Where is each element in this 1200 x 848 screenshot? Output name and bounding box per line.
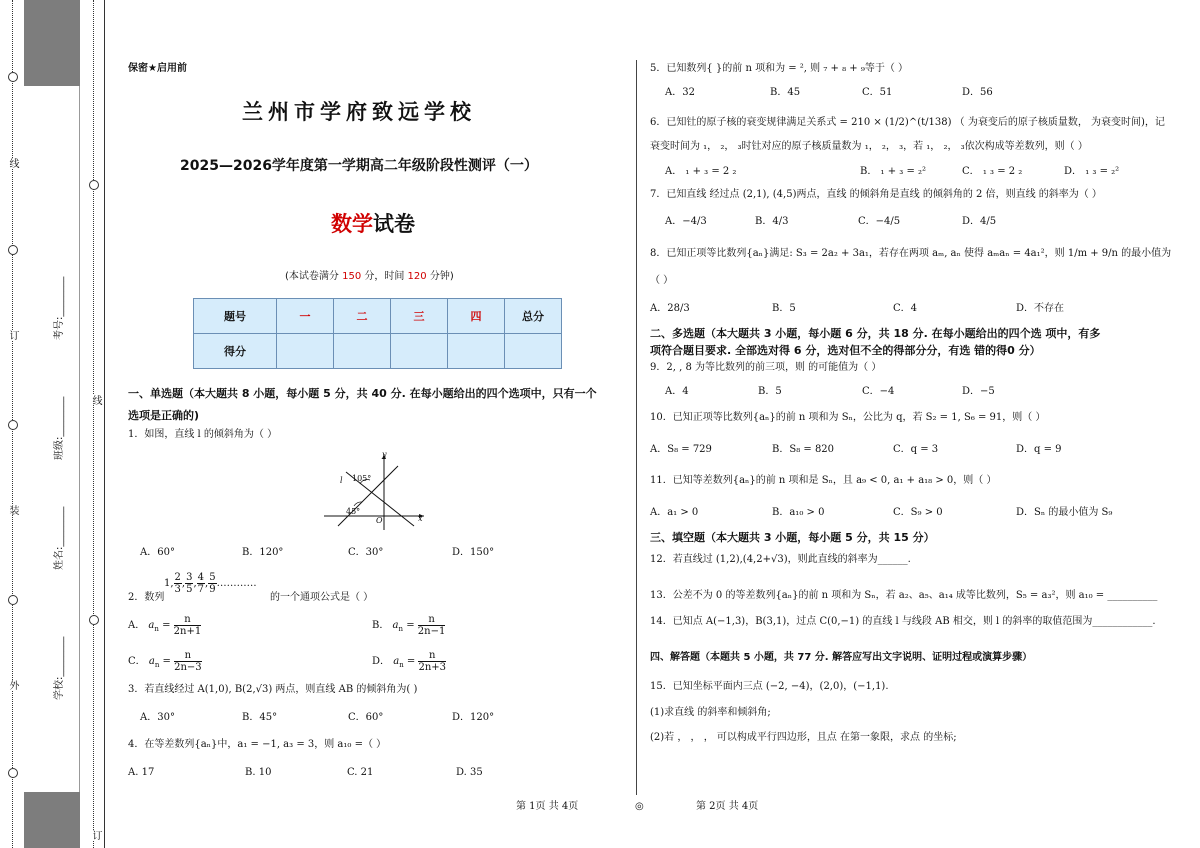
section2-title-line2: 项符合题目要求. 全部选对得 6 分，选对但不全的得部分分，有选 错的得0 分） xyxy=(650,344,1041,357)
footer-page-right: 第 2页 共 4页 xyxy=(696,801,759,812)
confidential-label: 保密★启用前 xyxy=(128,63,187,74)
score-cell[interactable] xyxy=(277,334,334,369)
binding-char: 装 xyxy=(7,505,18,515)
q8-line1: 8．已知正项等比数列{aₙ}满足: S₃ = 2a₂ + 3a₁，若存在两项 aₘ, aₙ 使得 aₘaₙ = 4a₁²，则 1/m + 9/n 的最小值为 xyxy=(650,248,1172,259)
q10-text: 10．已知正项等比数列{aₙ}的前 n 项和为 Sₙ，公比为 q，若 S₂ = 1, S₆ = 91，则（ ） xyxy=(650,412,1046,423)
field-school[interactable]: 学校:________ xyxy=(54,636,65,700)
q15-text: 15．已知坐标平面内三点 (−2, −4)，(2,0)，(−1,1). xyxy=(650,681,889,692)
q5-option-a[interactable]: A．32 xyxy=(665,87,695,98)
binding-char: 线 xyxy=(7,158,18,168)
binding-hole xyxy=(8,245,18,255)
q10-option-a[interactable]: A．S₈ = 729 xyxy=(650,444,712,455)
q4-text: 4．在等差数列{aₙ}中，a₁ = −1, a₃ = 3，则 a₁₀ =（ ） xyxy=(128,739,387,750)
q11-text: 11．已知等差数列{aₙ}的前 n 项和是 Sₙ，且 a₉ < 0, a₁ + a₁₈ > 0，则（ ） xyxy=(650,475,997,486)
q5-text: 5．已知数列{ }的前 n 项和为 = ², 则 ₇ + ₈ + ₉等于（ ） xyxy=(650,63,909,74)
binding-gray-bottom xyxy=(24,792,80,848)
field-class[interactable]: 班级:________ xyxy=(54,396,65,460)
q13-text: 13．公差不为 0 的等差数列{aₙ}的前 n 项和为 Sₙ，若 a₂、a₅、a₁₄ 成等比数列，S₅ = a₃²，则 a₁₀ = __________ xyxy=(650,590,1158,601)
q8-option-a[interactable]: A．28/3 xyxy=(650,303,690,314)
q6-line2: 衰变时间为 ₁， ₂， ₃时钍对应的原子核质量数为 ₁， ₂， ₃，若 ₁， ₂， ₃依次构成等差数列，则（ ） xyxy=(650,141,1088,152)
binding-gray-top xyxy=(24,0,80,86)
q14-text: 14．已知点 A(−1,3)，B(3,1)，过点 C(0,−1) 的直线 l 与线段 AB 相交，则 l 的斜率的取值范围为____________. xyxy=(650,616,1156,627)
q8-option-d[interactable]: D．不存在 xyxy=(1016,303,1065,314)
q11-option-d[interactable]: D．Sₙ 的最小值为 S₉ xyxy=(1016,507,1113,518)
binding-strip-outer xyxy=(0,0,24,848)
q1-option-b[interactable]: B．120° xyxy=(242,547,284,558)
score-cell[interactable] xyxy=(391,334,448,369)
q2-suffix: 的一个通项公式是（ ） xyxy=(270,592,374,603)
q9-text: 9．2, , 8 为等比数列的前三项，则 的可能值为（ ） xyxy=(650,362,882,373)
q1-fig-o: O xyxy=(376,516,383,525)
q4-option-b[interactable]: B. 10 xyxy=(245,767,272,778)
score-col-3: 三 xyxy=(391,299,448,334)
q2-option-a[interactable]: A． $a_n$ = $\frac{n}{2n+1}$ xyxy=(128,614,202,637)
q6-option-a[interactable]: A． ₁ + ₃ = 2 ₂ xyxy=(665,166,737,177)
q3-option-b[interactable]: B．45° xyxy=(242,712,278,723)
q10-option-d[interactable]: D．q = 9 xyxy=(1016,444,1062,455)
q15-part2: (2)若 ， ， ， 可以构成平行四边形，且点 在第一象限，求点 的坐标; xyxy=(650,732,957,743)
binding-hole xyxy=(8,72,18,82)
section1-title-line1: 一、单选题（本大题共 8 小题，每小题 5 分，共 40 分. 在每小题给出的四个选项中，只有一个 xyxy=(128,387,597,400)
q1-option-a[interactable]: A．60° xyxy=(140,547,175,558)
q1-text: 1．如图，直线 l 的倾斜角为（ ） xyxy=(128,429,278,440)
q8-option-c[interactable]: C．4 xyxy=(893,303,918,314)
q5-option-d[interactable]: D．56 xyxy=(962,87,993,98)
q9-option-c[interactable]: C．−4 xyxy=(862,386,895,397)
q1-option-d[interactable]: D．150° xyxy=(452,547,495,558)
q1-fig-x: x xyxy=(418,514,423,523)
q15-part1: (1)求直线 的斜率和倾斜角; xyxy=(650,707,771,718)
q1-option-c[interactable]: C．30° xyxy=(348,547,384,558)
score-row-label: 得分 xyxy=(194,334,277,369)
q7-option-d[interactable]: D．4/5 xyxy=(962,216,997,227)
binding-hole xyxy=(8,595,18,605)
binding-char: 订 xyxy=(90,830,101,840)
q1-fig-45: 45° xyxy=(346,507,361,516)
q3-option-d[interactable]: D．120° xyxy=(452,712,495,723)
q2-sequence: 1, $\frac{2}{3}$ , $\frac{3}{5}$ , $\frac{4}{7}$ , $\frac{5}{9}$ ………… xyxy=(164,572,257,595)
section1-title-line2: 选项是正确的) xyxy=(128,409,200,422)
q8-line2: （ ） xyxy=(650,275,674,286)
binding-hole xyxy=(89,180,99,190)
q10-option-c[interactable]: C．q = 3 xyxy=(893,444,939,455)
field-exam-number[interactable]: 考号:________ xyxy=(54,276,65,340)
binding-hole xyxy=(89,615,99,625)
binding-char: 外 xyxy=(7,680,18,690)
inner-dotted-line xyxy=(93,0,94,848)
q4-option-c[interactable]: C. 21 xyxy=(347,767,374,778)
q5-option-c[interactable]: C．51 xyxy=(862,87,893,98)
q1-fig-105: 105° xyxy=(352,474,372,483)
q6-option-c[interactable]: C． ₁ ₃ = 2 ₂ xyxy=(962,166,1023,177)
q11-option-a[interactable]: A．a₁ > 0 xyxy=(650,507,699,518)
q9-option-d[interactable]: D．−5 xyxy=(962,386,995,397)
exam-title: 2025—2026学年度第一学期高二年级阶段性测评（一） xyxy=(180,158,538,174)
binding-hole xyxy=(8,768,18,778)
page-border xyxy=(104,0,105,848)
q9-option-b[interactable]: B．5 xyxy=(758,386,782,397)
q6-option-d[interactable]: D． ₁ ₃ = ₂² xyxy=(1064,166,1120,177)
q10-option-b[interactable]: B．S₈ = 820 xyxy=(772,444,835,455)
section2-title-line1: 二、多选题（本大题共 3 小题，每小题 6 分，共 18 分. 在每小题给出的四个选 项中，有多 xyxy=(650,327,1101,340)
score-cell[interactable] xyxy=(505,334,562,369)
score-cell[interactable] xyxy=(334,334,391,369)
field-name[interactable]: 姓名:________ xyxy=(54,506,65,570)
q5-option-b[interactable]: B．45 xyxy=(770,87,801,98)
q3-option-a[interactable]: A．30° xyxy=(140,712,175,723)
q1-fig-y: y xyxy=(382,450,387,459)
binding-char: 订 xyxy=(7,330,18,340)
q6-line1: 6．已知钍的原子核的衰变规律满足关系式 = 210 × (1/2)^(t/138) （ 为衰变后的原子核质量数， 为衰变时间)，记 xyxy=(650,117,1165,128)
footer-mark: ◎ xyxy=(635,801,644,812)
binding-gray-line xyxy=(79,86,80,792)
q7-option-c[interactable]: C．−4/5 xyxy=(858,216,901,227)
school-title: 兰州市学府致远学校 xyxy=(242,100,476,124)
q2-prefix: 2．数列 xyxy=(128,592,165,603)
q3-option-c[interactable]: C．60° xyxy=(348,712,384,723)
q4-option-a[interactable]: A. 17 xyxy=(128,767,155,778)
score-cell[interactable] xyxy=(448,334,505,369)
subject-black: 试卷 xyxy=(373,212,415,236)
q1-fig-l: l xyxy=(340,476,343,485)
score-col-4: 四 xyxy=(448,299,505,334)
q2-option-c[interactable]: C． $a_n$ = $\frac{n}{2n-3}$ xyxy=(128,650,202,673)
binding-char: 线 xyxy=(90,395,101,405)
section3-title: 三、填空题（本大题共 3 小题，每小题 5 分，共 15 分） xyxy=(650,531,935,544)
q6-option-b[interactable]: B． ₁ + ₃ = ₂² xyxy=(860,166,927,177)
score-col-1: 一 xyxy=(277,299,334,334)
q11-option-b[interactable]: B．a₁₀ > 0 xyxy=(772,507,825,518)
q7-option-b[interactable]: B．4/3 xyxy=(755,216,789,227)
score-col-2: 二 xyxy=(334,299,391,334)
score-header-label: 题号 xyxy=(194,299,277,334)
exam-info: (本试卷满分 150 分，时间 120 分钟) xyxy=(285,271,454,282)
footer-page-left: 第 1页 共 4页 xyxy=(516,801,579,812)
q3-text: 3．若直线经过 A(1,0), B(2,√3) 两点，则直线 AB 的倾斜角为( ) xyxy=(128,684,418,695)
q7-option-a[interactable]: A．−4/3 xyxy=(665,216,707,227)
q8-option-b[interactable]: B．5 xyxy=(772,303,796,314)
section4-title: 四、解答题（本题共 5 小题，共 77 分. 解答应写出文字说明、证明过程或演算步骤） xyxy=(650,652,1033,663)
subject-title xyxy=(331,208,415,238)
column-divider xyxy=(636,60,637,795)
score-table xyxy=(193,298,562,369)
q4-option-d[interactable]: D. 35 xyxy=(456,767,483,778)
q1-figure xyxy=(318,450,430,532)
q2-option-d[interactable]: D． $a_n$ = $\frac{n}{2n+3}$ xyxy=(372,650,446,673)
q2-option-b[interactable]: B． $a_n$ = $\frac{n}{2n-1}$ xyxy=(372,614,446,637)
score-col-total: 总分 xyxy=(505,299,562,334)
binding-hole xyxy=(8,420,18,430)
q12-text: 12．若直线过 (1,2),(4,2+√3)，则此直线的斜率为______. xyxy=(650,554,911,565)
q11-option-c[interactable]: C．S₉ > 0 xyxy=(893,507,943,518)
subject-red: 数学 xyxy=(331,212,373,236)
q7-text: 7．已知直线 经过点 (2,1), (4,5)两点，直线 的倾斜角是直线 的倾斜角的 2 倍，则直线 的斜率为（ ） xyxy=(650,189,1102,200)
q9-option-a[interactable]: A．4 xyxy=(665,386,689,397)
